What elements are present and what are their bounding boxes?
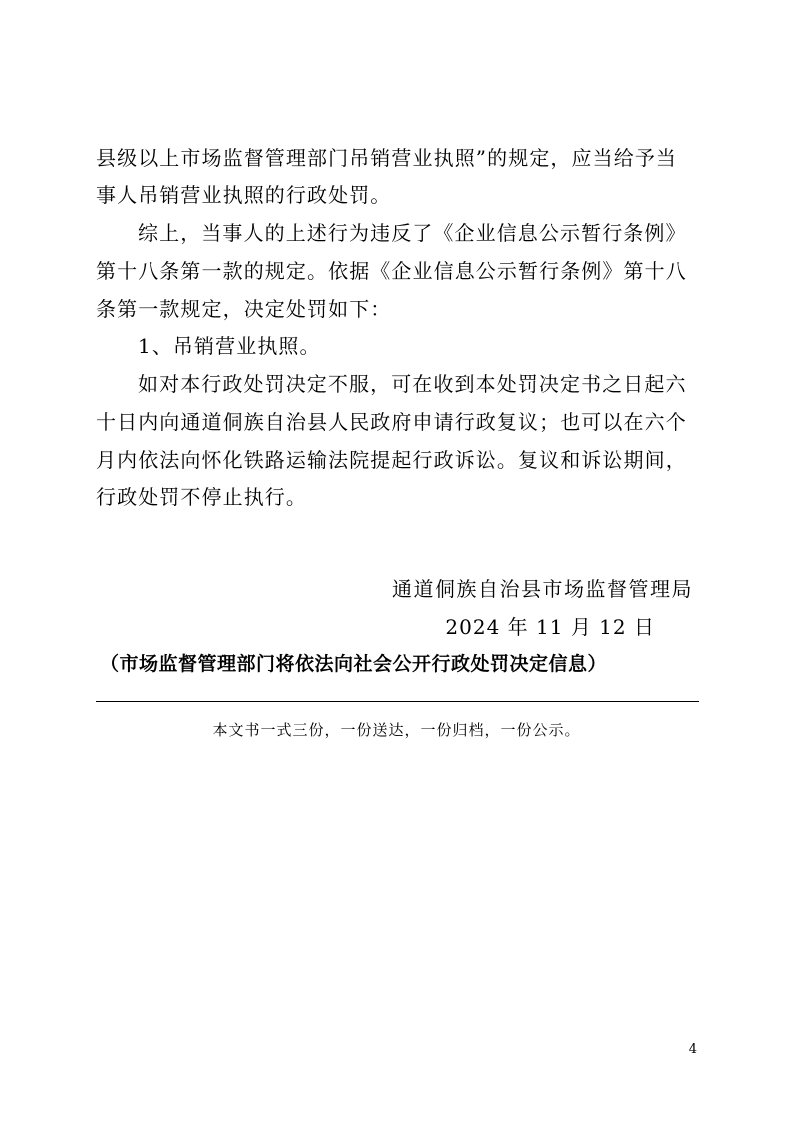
disclosure-notice: （市场监督管理部门将依法向社会公开行政处罚决定信息） bbox=[100, 653, 608, 675]
paragraph-3-line-1: 如对本行政处罚决定不服，可在收到本处罚决定书之日起六 bbox=[138, 372, 687, 396]
paragraph-1-line-2: 事人吊销营业执照的行政处罚。 bbox=[96, 183, 392, 207]
paragraph-2-line-3: 条第一款规定，决定处罚如下： bbox=[96, 297, 392, 321]
footer-divider bbox=[96, 701, 699, 702]
paragraph-2-line-1: 综上，当事人的上述行为违反了《企业信息公示暂行条例》 bbox=[138, 221, 687, 245]
issue-date: 2024 年 11 月 12 日 bbox=[445, 615, 655, 639]
paragraph-1-line-1: 县级以上市场监督管理部门吊销营业执照”的规定，应当给予当 bbox=[96, 146, 678, 170]
paragraph-3-line-4: 行政处罚不停止执行。 bbox=[96, 485, 307, 509]
paragraph-2-line-2: 第十八条第一款的规定。依据《企业信息公示暂行条例》第十八 bbox=[96, 259, 687, 283]
issuing-authority: 通道侗族自治县市场监督管理局 bbox=[392, 577, 693, 601]
copies-note: 本文书一式三份，一份送达，一份归档，一份公示。 bbox=[212, 721, 581, 739]
page-number: 4 bbox=[688, 1042, 697, 1057]
paragraph-3-line-3: 月内依法向怀化铁路运输法院提起行政诉讼。复议和诉讼期间， bbox=[96, 448, 687, 472]
paragraph-3-line-2: 十日内向通道侗族自治县人民政府申请行政复议；也可以在六个 bbox=[96, 410, 687, 434]
penalty-item: 1、吊销营业执照。 bbox=[138, 334, 321, 358]
